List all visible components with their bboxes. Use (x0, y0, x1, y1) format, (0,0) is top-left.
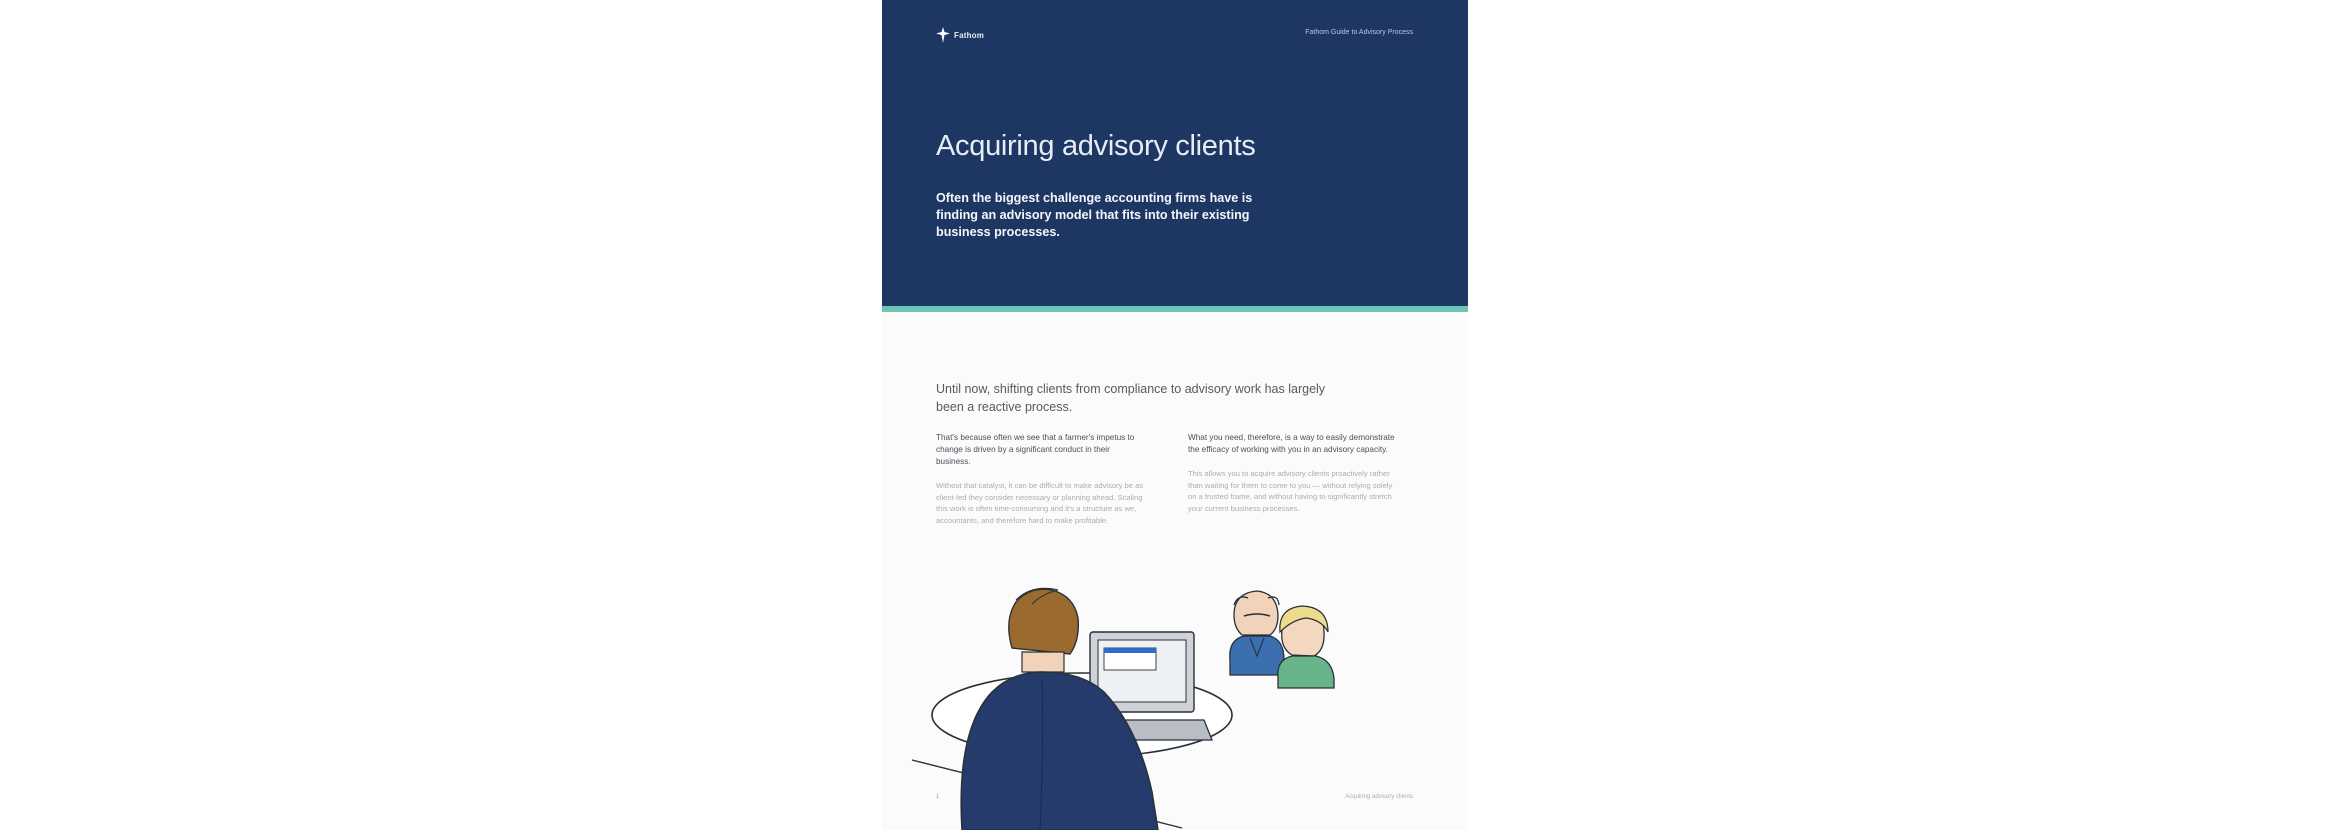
text-column-left (936, 432, 1146, 526)
accent-stripe (882, 306, 1468, 312)
column-lead: What you need, therefore, is a way to easily demonstrate the efficacy of working with you in an advisory capacity. (1188, 433, 1395, 454)
page-number: 1 (936, 794, 940, 800)
client-woman-figure (1278, 606, 1334, 688)
column-body: This allows you to acquire advisory clients proactively rather than waiting for them to come to you — without relying solely on a trusted frame, and without having to significantly stretch your current business processes. (1188, 469, 1393, 513)
document-page (882, 0, 1468, 830)
fathom-logo-icon (936, 27, 950, 43)
page-title: Acquiring advisory clients (936, 130, 1256, 162)
hero-banner (882, 0, 1468, 306)
footer-section-title: Acquiring advisory clients (1345, 794, 1413, 800)
brand-logo (936, 27, 984, 43)
meeting-illustration (882, 560, 1468, 830)
client-man-figure (1230, 591, 1284, 675)
intro-paragraph: Until now, shifting clients from compliance to advisory work has largely been a reactive process. (936, 382, 1326, 414)
document-series-title: Fathom Guide to Advisory Process (1305, 29, 1413, 36)
column-lead: That's because often we see that a farmer's impetus to change is driven by a significant conduct in their business. (936, 433, 1135, 466)
column-body: Without that catalyst, it can be difficult to make advisory be as client-led they consider necessary or planning ahead. Scaling this work is often time-consuming and it's a structure as we, accountants, and therefore hard to make profitable. (936, 481, 1144, 525)
hero-lead-paragraph: Often the biggest challenge accounting firms have is finding an advisory model that fits into their existing business processes. (936, 191, 1253, 239)
logo-text: Fathom (954, 30, 985, 40)
text-column-right (1188, 432, 1398, 514)
